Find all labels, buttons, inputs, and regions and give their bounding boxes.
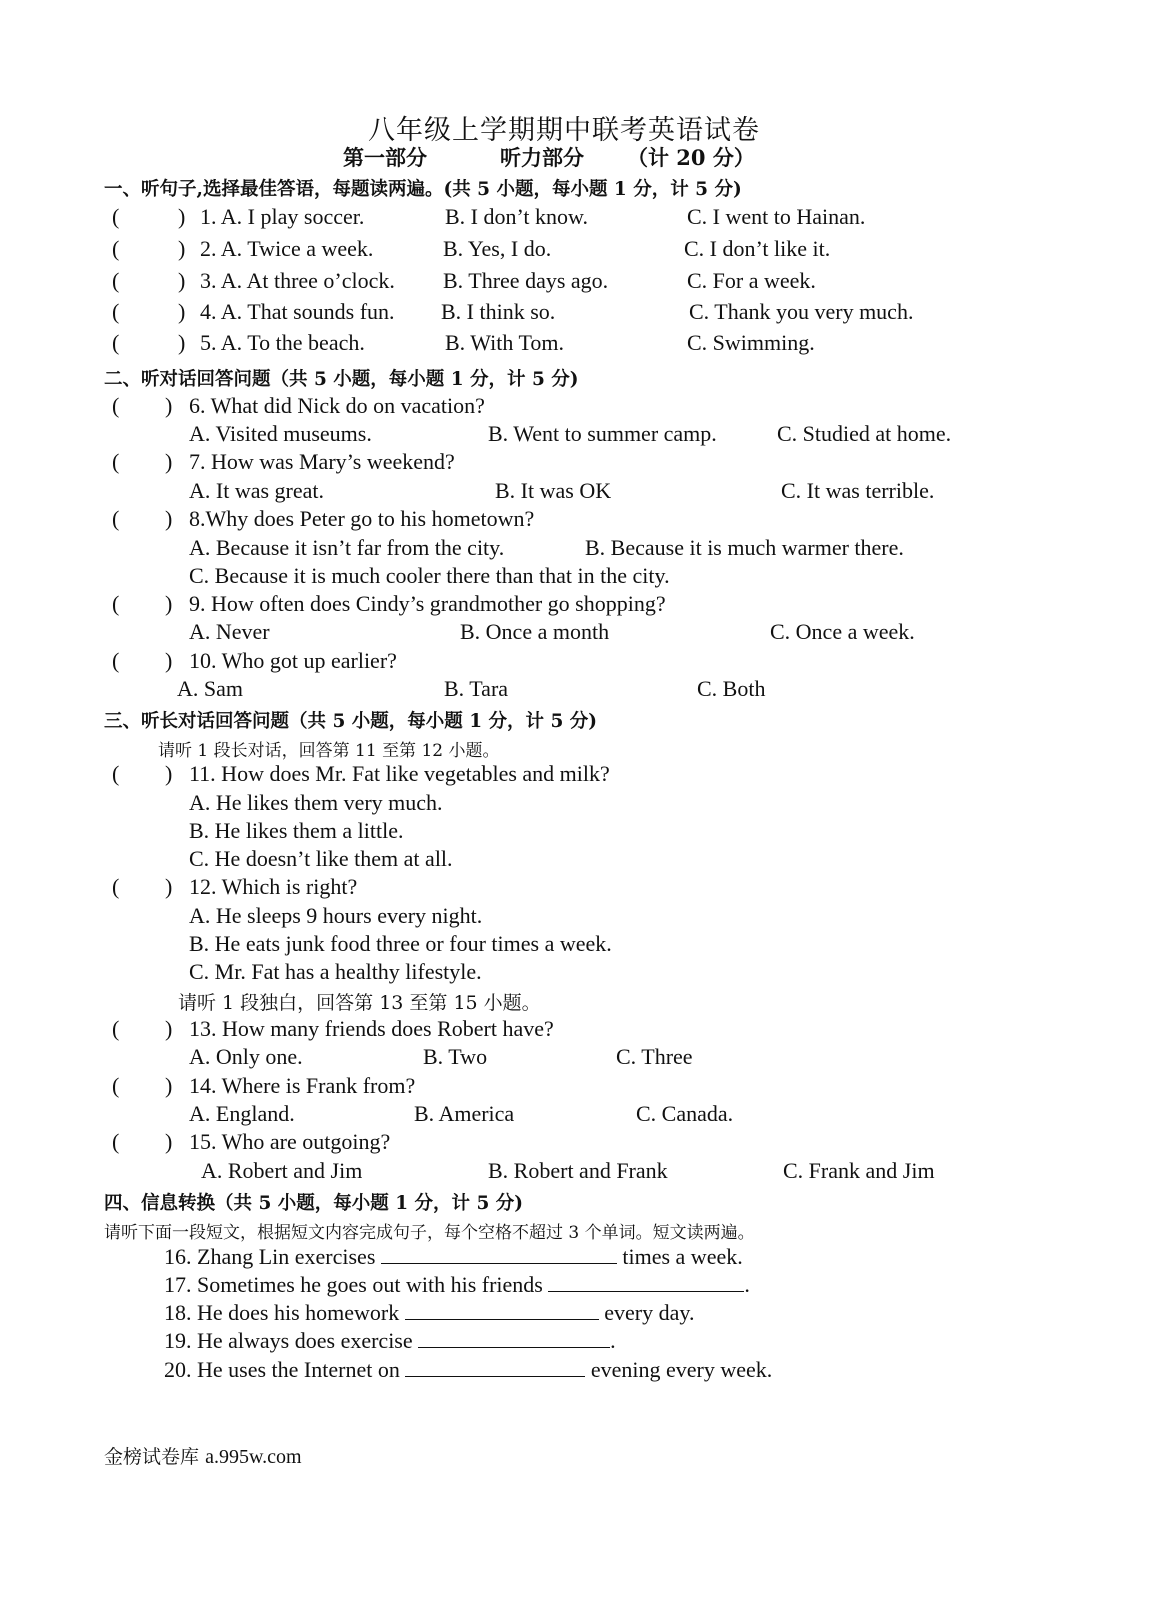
option-a: A. Robert and Jim (201, 1158, 363, 1183)
question-stem: 7. How was Mary’s weekend? (189, 449, 455, 474)
answer-bracket-close: ) (178, 204, 186, 229)
section-2-heading: 二、听对话回答问题（共 5 小题，每小题 1 分，计 5 分) (104, 369, 579, 390)
option-a: A. He sleeps 9 hours every night. (189, 903, 483, 928)
fill-question-18 (164, 1300, 694, 1326)
answer-bracket-open: ( (112, 449, 120, 474)
fill-question-19 (164, 1328, 616, 1354)
option-c: C. He doesn’t like them at all. (189, 846, 453, 871)
fill-text-after: . (610, 1328, 616, 1353)
fill-text-after: evening every week. (590, 1357, 773, 1382)
answer-bracket-close: ) (178, 299, 186, 324)
section-1-heading: 一、听句子,选择最佳答语，每题读两遍。(共 5 小题，每小题 1 分，计 5 分) (104, 179, 742, 200)
answer-blank[interactable] (548, 1273, 744, 1292)
option-c: C. It was terrible. (781, 478, 935, 503)
question-stem: 13. How many friends does Robert have? (189, 1016, 554, 1041)
option-b: B. I don’t know. (445, 204, 588, 229)
answer-blank[interactable] (405, 1358, 585, 1377)
fill-text-before: 20. He uses the Internet on (164, 1357, 400, 1382)
option-c: C. Canada. (636, 1101, 734, 1126)
question-stem: 10. Who got up earlier? (189, 648, 397, 673)
answer-bracket-open: ( (112, 1073, 120, 1098)
part-label: 第一部分 (343, 145, 427, 170)
option-c: C. I don’t like it. (684, 236, 831, 261)
fill-text-before: 17. Sometimes he goes out with his friends (164, 1272, 543, 1297)
footer-url[interactable]: a.995w.com (205, 1446, 302, 1468)
answer-bracket-close: ) (178, 330, 186, 355)
option-c: C. Because it is much cooler there than that in the city. (189, 563, 670, 588)
answer-bracket-close: ) (165, 1016, 173, 1041)
option-a: A. Visited museums. (189, 421, 372, 446)
fill-question-16 (164, 1244, 743, 1270)
answer-blank[interactable] (381, 1245, 617, 1264)
answer-bracket-close: ) (165, 648, 173, 673)
option-a: A. He likes them very much. (189, 790, 443, 815)
answer-bracket-open: ( (112, 204, 120, 229)
answer-bracket-close: ) (165, 761, 173, 786)
question-stem: 15. Who are outgoing? (189, 1129, 391, 1154)
option-a: A. It was great. (189, 478, 325, 503)
answer-bracket-close: ) (178, 268, 186, 293)
answer-bracket-close: ) (165, 591, 173, 616)
answer-bracket-open: ( (112, 761, 120, 786)
section-4-heading: 四、信息转换（共 5 小题，每小题 1 分，计 5 分) (104, 1193, 524, 1214)
option-b: B. Three days ago. (443, 268, 609, 293)
option-c: C. Three (616, 1044, 693, 1069)
option-c: C. I went to Hainan. (687, 204, 866, 229)
option-b: B. Robert and Frank (488, 1158, 668, 1183)
option-a: A. Only one. (189, 1044, 303, 1069)
fill-question-20 (164, 1357, 772, 1383)
section-3-heading: 三、听长对话回答问题（共 5 小题，每小题 1 分，计 5 分) (104, 711, 598, 732)
answer-blank[interactable] (418, 1329, 610, 1348)
option-c: C. Once a week. (770, 619, 915, 644)
answer-bracket-close: ) (165, 449, 173, 474)
part-name: 听力部分 (500, 145, 584, 170)
option-a: A. Because it isn’t far from the city. (189, 535, 505, 560)
fill-text-before: 18. He does his homework (164, 1300, 400, 1325)
instruction-note: 请听 1 段长对话，回答第 11 至第 12 小题。 (158, 741, 500, 761)
option-a: A. Never (189, 619, 270, 644)
answer-bracket-open: ( (112, 648, 120, 673)
option-b: B. He likes them a little. (189, 818, 404, 843)
fill-question-17 (164, 1272, 750, 1298)
footer-brand: 金榜试卷库 (104, 1446, 200, 1468)
answer-bracket-open: ( (112, 299, 120, 324)
option-b: B. Yes, I do. (443, 236, 552, 261)
answer-bracket-close: ) (165, 1073, 173, 1098)
option-b: B. Two (423, 1044, 488, 1069)
answer-bracket-open: ( (112, 874, 120, 899)
answer-blank[interactable] (405, 1301, 599, 1320)
footer (104, 1442, 302, 1469)
question-stem: 11. How does Mr. Fat like vegetables and milk? (189, 761, 610, 786)
option-b: B. Because it is much warmer there. (585, 535, 904, 560)
instruction-note: 请听 1 段独白，回答第 13 至第 15 小题。 (178, 992, 541, 1014)
option-b: B. I think so. (441, 299, 556, 324)
option-b: B. With Tom. (445, 330, 565, 355)
answer-bracket-open: ( (112, 393, 120, 418)
question-stem: 9. How often does Cindy’s grandmother go shopping? (189, 591, 666, 616)
option-c: C. Studied at home. (777, 421, 952, 446)
answer-bracket-close: ) (165, 393, 173, 418)
answer-bracket-open: ( (112, 330, 120, 355)
fill-text-after: every day. (604, 1300, 695, 1325)
question-stem: 6. What did Nick do on vacation? (189, 393, 485, 418)
option-c: C. Swimming. (687, 330, 815, 355)
option-c: C. For a week. (687, 268, 816, 293)
option-b: B. It was OK (495, 478, 612, 503)
answer-bracket-open: ( (112, 506, 120, 531)
question-stem: 8.Why does Peter go to his hometown? (189, 506, 535, 531)
question-stem: 12. Which is right? (189, 874, 358, 899)
question-stem: 14. Where is Frank from? (189, 1073, 416, 1098)
fill-text-before: 16. Zhang Lin exercises (164, 1244, 376, 1269)
answer-bracket-close: ) (165, 874, 173, 899)
answer-bracket-close: ) (165, 1129, 173, 1154)
question-stem: 1. A. I play soccer. (200, 204, 365, 229)
fill-text-after: times a week. (622, 1244, 743, 1269)
instruction-note: 请听下面一段短文，根据短文内容完成句子，每个空格不超过 3 个单词。短文读两遍。 (104, 1223, 755, 1243)
answer-bracket-open: ( (112, 1129, 120, 1154)
answer-bracket-close: ) (165, 506, 173, 531)
option-c: C. Thank you very much. (689, 299, 914, 324)
question-stem: 3. A. At three o’clock. (200, 268, 395, 293)
fill-text-after: . (744, 1272, 750, 1297)
answer-bracket-open: ( (112, 236, 120, 261)
option-b: B. He eats junk food three or four times a week. (189, 931, 612, 956)
option-b: B. Once a month (460, 619, 610, 644)
question-stem: 2. A. Twice a week. (200, 236, 374, 261)
option-c: C. Both (697, 676, 766, 701)
question-stem: 5. A. To the beach. (200, 330, 365, 355)
option-a: A. England. (189, 1101, 295, 1126)
fill-text-before: 19. He always does exercise (164, 1328, 413, 1353)
option-a: A. Sam (177, 676, 243, 701)
answer-bracket-close: ) (178, 236, 186, 261)
part-score: （计 20 分） (627, 145, 755, 170)
question-stem: 4. A. That sounds fun. (200, 299, 395, 324)
option-b: B. Tara (444, 676, 509, 701)
answer-bracket-open: ( (112, 268, 120, 293)
answer-bracket-open: ( (112, 1016, 120, 1041)
option-b: B. Went to summer camp. (488, 421, 717, 446)
option-b: B. America (414, 1101, 515, 1126)
answer-bracket-open: ( (112, 591, 120, 616)
option-c: C. Mr. Fat has a healthy lifestyle. (189, 959, 482, 984)
page-title: 八年级上学期期中联考英语试卷 (368, 115, 760, 146)
option-c: C. Frank and Jim (783, 1158, 935, 1183)
